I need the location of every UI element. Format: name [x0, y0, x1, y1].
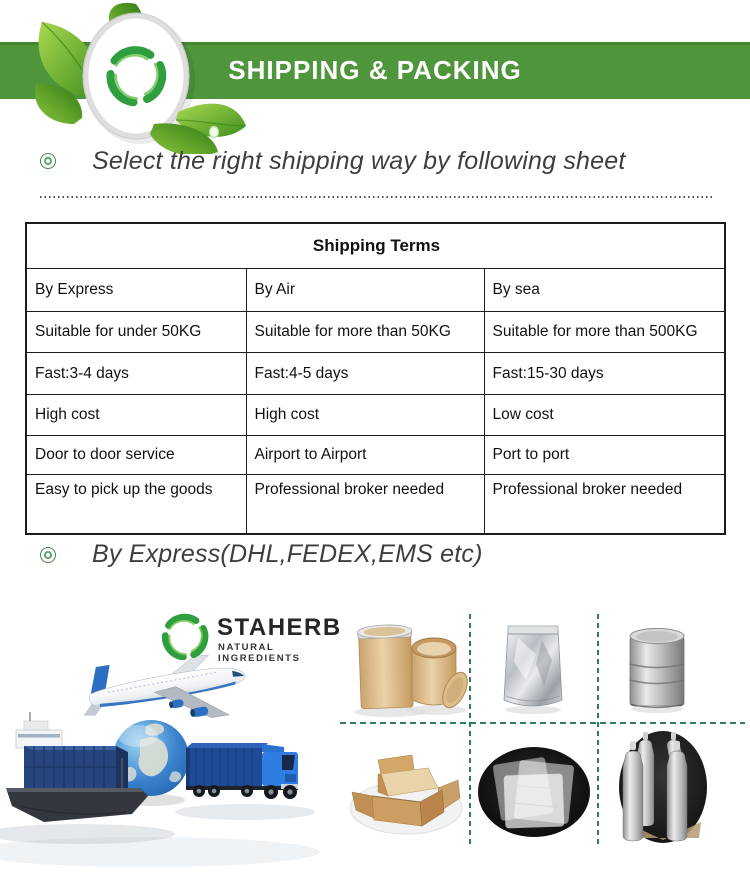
dashed-divider-vertical: [597, 614, 599, 848]
table-cell: Suitable for more than 500KG: [484, 312, 725, 353]
carton-box-photo: [348, 746, 464, 838]
paper-drums-photo: [350, 618, 468, 718]
brand-name: STAHERB: [217, 614, 342, 641]
table-cell: By Express: [26, 269, 246, 312]
table-cell: By Air: [246, 269, 484, 312]
table-cell: High cost: [246, 395, 484, 436]
dashed-divider-horizontal: [340, 722, 745, 724]
bullet-circle-icon: [40, 153, 56, 169]
table-cell: Port to port: [484, 436, 725, 475]
brand-logo: [160, 610, 345, 662]
aluminum-bottles-photo: [619, 730, 707, 844]
plastic-bags-photo: [477, 745, 591, 839]
section-heading-select-sheet: Select the right shipping way by following sheet: [92, 147, 626, 175]
table-cell: Fast:3-4 days: [26, 353, 246, 395]
water-drop-icon: [210, 127, 219, 138]
table-cell: Low cost: [484, 395, 725, 436]
table-cell: High cost: [26, 395, 246, 436]
shipping-collage: [0, 600, 750, 880]
brand-tagline: NATURAL INGREDIENTS: [218, 642, 301, 664]
table-cell: Professional broker needed: [484, 475, 725, 535]
table-cell: By sea: [484, 269, 725, 312]
table-title: Shipping Terms: [26, 223, 725, 269]
truck-icon: [186, 743, 298, 799]
table-cell: Airport to Airport: [246, 436, 484, 475]
staherb-logo-icon: [160, 612, 210, 660]
table-cell: Professional broker needed: [246, 475, 484, 535]
dotted-divider: [40, 196, 712, 198]
table-cell: Easy to pick up the goods: [26, 475, 246, 535]
table-cell: Fast:4-5 days: [246, 353, 484, 395]
packaging-grid: [340, 600, 750, 856]
section-heading-by-express: By Express(DHL,FEDEX,EMS etc): [92, 540, 483, 568]
shipping-terms-table: [25, 222, 726, 535]
table-row: [26, 269, 725, 312]
table-cell: Suitable for more than 50KG: [246, 312, 484, 353]
leaf-logo-icon: [28, 2, 260, 154]
table-row: [26, 312, 725, 353]
table-cell: Door to door service: [26, 436, 246, 475]
page-title: SHIPPING & PACKING: [228, 55, 522, 85]
table-row: [26, 353, 725, 395]
table-row: [26, 436, 725, 475]
table-row: [26, 475, 725, 535]
table-row: [26, 395, 725, 436]
foil-bag-photo: [496, 620, 570, 715]
steel-drum-photo: [626, 624, 688, 714]
dashed-divider-vertical: [469, 614, 471, 848]
bullet-circle-icon: [40, 547, 56, 563]
table-cell: Fast:15-30 days: [484, 353, 725, 395]
table-cell: Suitable for under 50KG: [26, 312, 246, 353]
